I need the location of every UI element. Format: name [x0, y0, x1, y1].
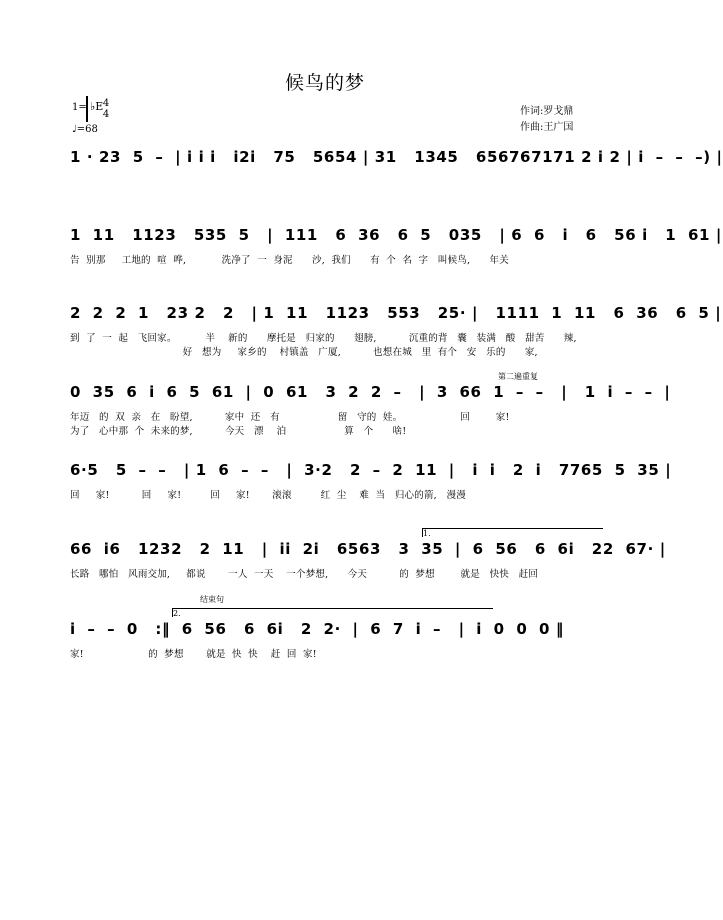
lyric-line: 年迈 的 双 亲 在 盼望, 家中 还 有 留 守的 娃。 回 家! — [70, 412, 510, 423]
notation-line: 6·5 5 – – | 1 6 – – | 3·2 2 – 2 11 | i i 2 i 7765 5 35 | — [70, 461, 672, 479]
notation-line: 0 35 6 i 6 5 61 | 0 61 3 2 2 – | 3 66 1 – – | 1 i – – | — [70, 383, 671, 401]
score-system-7 — [70, 595, 610, 660]
volta-bracket: 1. — [422, 528, 603, 537]
score-annotation: 第二遍重复 — [498, 372, 538, 381]
notation-line: 1 · 23 5 – | i i i i2i 75 5654 | 31 1345 656767171 2 i 2 | i – – –) | — [70, 148, 723, 166]
score-system-1 — [70, 148, 723, 178]
song-title: 候鸟的梦 — [284, 72, 365, 94]
score-annotation: 结束句 — [200, 595, 224, 604]
score-system-2 — [70, 226, 722, 266]
score-system-3 — [70, 304, 722, 358]
time-top: 4 — [102, 98, 110, 109]
key-name: ♭E — [90, 100, 104, 113]
score-system-5 — [70, 461, 672, 501]
credits — [520, 104, 573, 136]
lyric-line: 好 想为 家乡的 村镇盖 广厦, 也想在城 里 有个 安 乐的 家, — [70, 347, 538, 358]
notation-line: 2 2 2 1 23 2 2 | 1 11 1123 553 25· | 1111 1 11 6 36 6 5 | — [70, 304, 722, 322]
time-signature — [102, 98, 110, 120]
notation-line: i – – 0 :‖ 6 56 6 6i 2 2· | 6 7 i – | i 0 0 0 ‖ — [70, 620, 564, 638]
notation-line: 1 11 1123 535 5 | 111 6 36 6 5 035 | 6 6 i 6 56 i 1 61 | — [70, 226, 722, 244]
lyricist: 作词:罗戈鼎 — [520, 106, 574, 117]
lyric-line: 到 了 一 起 飞回家。 半 新的 摩托是 归家的 翅膀, 沉重的背 囊 装满 酸 甜苦 辣, — [70, 333, 577, 344]
lyric-line: 为了 心中那 个 未来的梦, 今天 漂 泊 算 个 啥! — [70, 426, 407, 437]
lyric-line: 回 家! 回 家! 回 家! 滚滚 红 尘 难 当 归心的箭, 漫漫 — [70, 490, 466, 501]
composer: 作曲:王广国 — [520, 122, 574, 133]
lyric-line: 长路 哪怕 风雨交加, 都说 一人 一天 一个梦想, 今天 的 梦想 就是 快快 赶回 — [70, 569, 539, 580]
lyric-line: 家! 的 梦想 就是 快 快 赶 回 家! — [70, 649, 317, 660]
key-tonic: 1= — [72, 102, 87, 113]
tempo-mark: ♩=68 — [72, 124, 98, 135]
score-system-4 — [70, 372, 671, 437]
volta-bracket: 2. — [172, 608, 493, 617]
notation-line: 66 i6 1232 2 11 | ii 2i 6563 3 35 | 6 56 6 6i 22 67· | — [70, 540, 666, 558]
score-system-6 — [70, 529, 666, 580]
time-bottom: 4 — [102, 109, 110, 120]
lyric-line: 告 别那 工地的 喧 哗, 洗净了 一 身泥 沙, 我们 有 个 名 字 叫候鸟, 年关 — [70, 255, 509, 266]
key-signature — [72, 98, 110, 120]
